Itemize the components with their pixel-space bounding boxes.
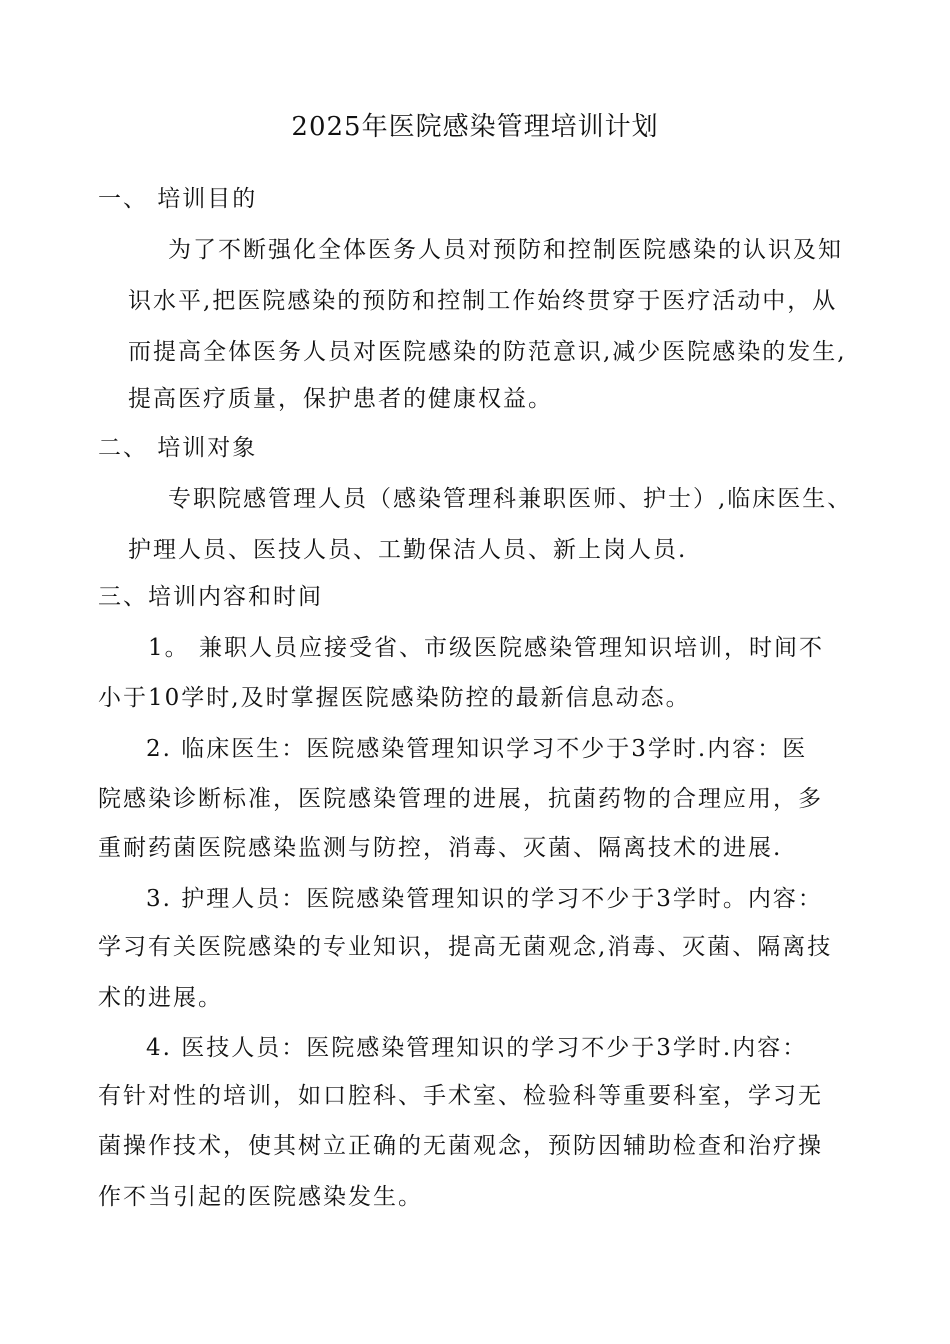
paragraph-line: 专职院感管理人员（感染管理科兼职医师、护士）,临床医生、: [168, 486, 853, 512]
paragraph-line: 为了不断强化全体医务人员对预防和控制医院感染的认识及知: [168, 237, 843, 263]
section-heading-content: 三、培训内容和时间: [98, 584, 323, 610]
item-line: 院感染诊断标准，医院感染管理的进展，抗菌药物的合理应用，多: [98, 786, 823, 812]
section-heading-audience: 二、 培训对象: [98, 435, 258, 461]
item-line: 作不当引起的医院感染发生。: [98, 1184, 423, 1210]
item-line: 3. 护理人员：医院感染管理知识的学习不少于3学时。内容：: [146, 886, 823, 912]
paragraph-line: 识水平,把医院感染的预防和控制工作始终贯穿于医疗活动中，从: [128, 288, 838, 314]
section-heading-purpose: 一、 培训目的: [98, 186, 258, 212]
item-line: 重耐药菌医院感染监测与防控，消毒、灭菌、隔离技术的进展.: [98, 835, 783, 861]
paragraph-line: 而提高全体医务人员对医院感染的防范意识,减少医院感染的发生,: [128, 339, 847, 365]
item-line: 小于10学时,及时掌握医院感染防控的最新信息动态。: [98, 685, 691, 711]
item-line: 术的进展。: [98, 985, 223, 1011]
paragraph-line: 提高医疗质量，保护患者的健康权益。: [128, 386, 553, 412]
item-line: 1。 兼职人员应接受省、市级医院感染管理知识培训，时间不: [148, 635, 824, 661]
item-line: 菌操作技术，使其树立正确的无菌观念，预防因辅助检查和治疗操: [98, 1133, 823, 1159]
item-line: 4. 医技人员：医院感染管理知识的学习不少于3学时.内容：: [146, 1035, 808, 1061]
item-line: 学习有关医院感染的专业知识，提高无菌观念,消毒、灭菌、隔离技: [98, 934, 833, 960]
item-line: 2. 临床医生：医院感染管理知识学习不少于3学时.内容：医: [146, 736, 808, 762]
paragraph-line: 护理人员、医技人员、工勤保洁人员、新上岗人员.: [128, 537, 688, 563]
document-title: 2025年医院感染管理培训计划: [291, 112, 659, 142]
item-line: 有针对性的培训，如口腔科、手术室、检验科等重要科室，学习无: [98, 1083, 823, 1109]
